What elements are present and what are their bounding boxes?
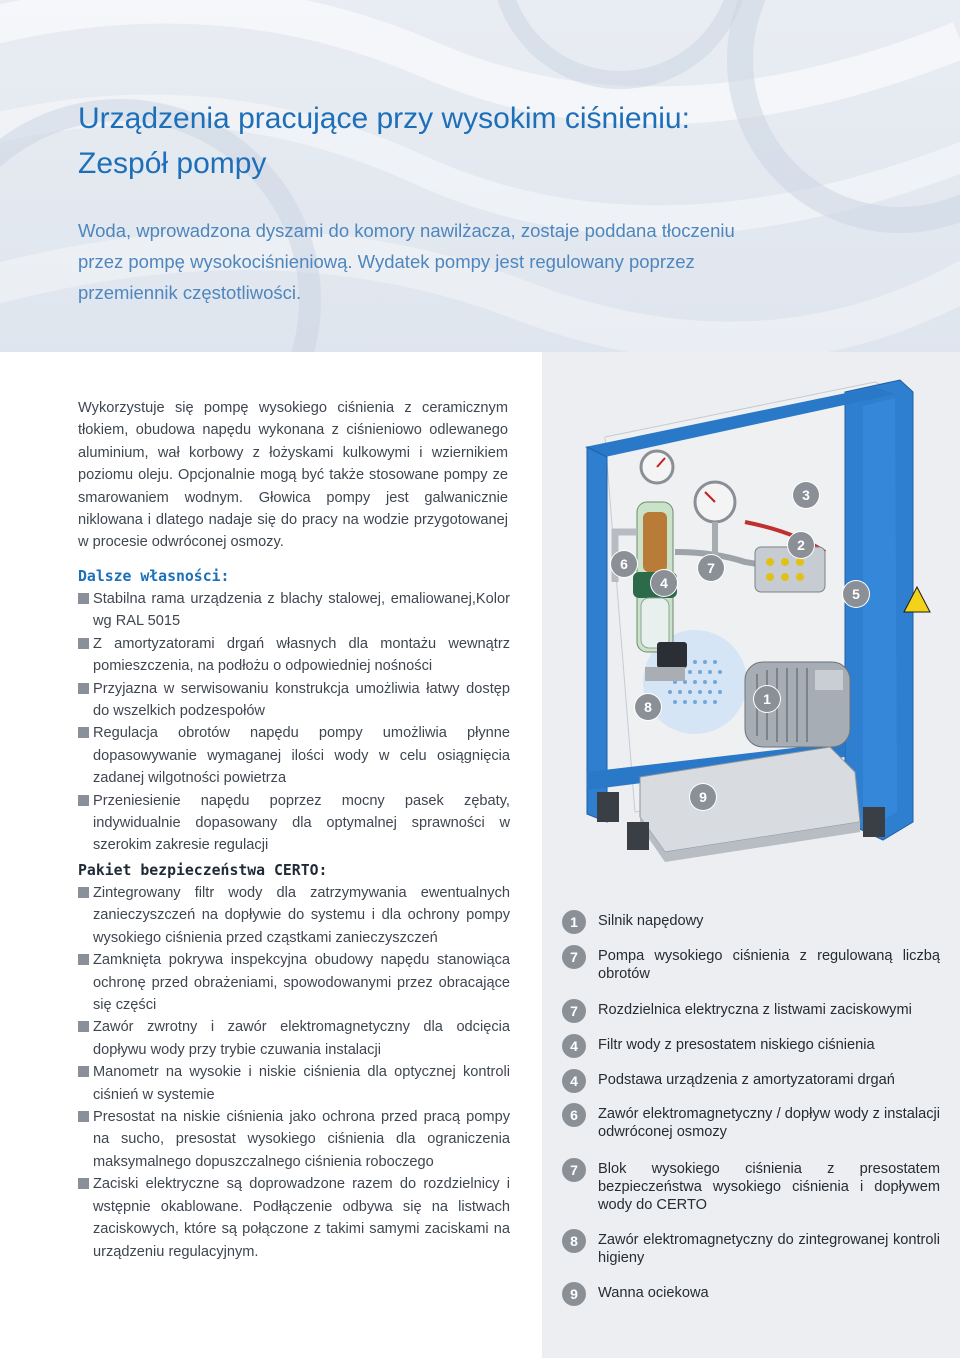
legend-text: Silnik napędowy xyxy=(598,913,704,929)
legend-text: Filtr wody z presostatem niskiego ciśnienia xyxy=(598,1037,875,1053)
callout-badge: 6 xyxy=(611,551,637,577)
list-item: Zintegrowany filtr wody dla zatrzymywania ewentualnych zanieczyszczeń na dopływie do systemu i dla ochrony pompy wysokiego ciśnienia przed cząstkami zanieczyszczeń xyxy=(78,882,510,949)
legend-text: Wanna ociekowa xyxy=(598,1285,709,1301)
legend-number-badge: 4 xyxy=(562,1069,586,1093)
list-item: Przyjazna w serwisowaniu konstrukcja umożliwia łatwy dostęp do wszelkich podzespołów xyxy=(78,678,510,723)
title-line-2: Zespół pompy xyxy=(78,147,267,180)
bullet-square-icon xyxy=(78,1066,89,1077)
list-item: Regulacja obrotów napędu pompy umożliwia płynne dopasowywanie wymaganej ilości wody w celu osiągnięcia zadanej wilgotności powietrza xyxy=(78,722,510,789)
pump-unit-photo xyxy=(545,352,960,882)
callout-badge: 1 xyxy=(754,686,780,712)
legend-text: Pompa wysokiego ciśnienia z regulowaną liczbą obrotów xyxy=(598,948,940,982)
bullet-square-icon xyxy=(78,954,89,965)
bullet-square-icon xyxy=(78,795,89,806)
bullet-square-icon xyxy=(78,727,89,738)
bullet-square-icon xyxy=(78,1178,89,1189)
legend-text: Rozdzielnica elektryczna z listwami zaciskowymi xyxy=(598,1002,912,1018)
page-title xyxy=(78,96,918,186)
legend-number-badge: 6 xyxy=(562,1103,586,1127)
callout-badge: 8 xyxy=(635,694,661,720)
legend-text: Podstawa urządzenia z amortyzatorami drgań xyxy=(598,1072,895,1088)
callout-badge: 4 xyxy=(651,570,677,596)
list-item: Przeniesienie napędu poprzez mocny pasek zębaty, indywidualnie dopasowany dla optymalnej sprawności w szerokim zakresie regulacji xyxy=(78,790,510,857)
callout-badge: 2 xyxy=(788,532,814,558)
legend-number-badge: 4 xyxy=(562,1034,586,1058)
list-item: Manometr na wysokie i niskie ciśnienia dla optycznej kontroli ciśnień w systemie xyxy=(78,1061,510,1106)
safety-heading: Pakiet bezpieczeństwa CERTO: xyxy=(78,862,328,879)
title-line-1: Urządzenia pracujące przy wysokim ciśnieniu: xyxy=(78,102,690,135)
legend-number-badge: 7 xyxy=(562,945,586,969)
callout-badge: 5 xyxy=(843,581,869,607)
legend-number-badge: 7 xyxy=(562,999,586,1023)
intro-text: Woda, wprowadzona dyszami do komory nawilżacza, zostaje poddana tłoczeniu przez pompę wysokociśnieniową. Wydatek pompy jest regulowany poprzez przemiennik częstotliwości. xyxy=(78,220,735,303)
list-item: Z amortyzatorami drgań własnych dla montażu wewnątrz pomieszczenia, na podłożu o odpowiedniej nośności xyxy=(78,633,510,678)
legend-text: Blok wysokiego ciśnienia z presostatem bezpieczeństwa wysokiego ciśnienia i dopływem wody do CERTO xyxy=(598,1161,940,1213)
bullet-square-icon xyxy=(78,1021,89,1032)
legend-number-badge: 9 xyxy=(562,1282,586,1306)
bullet-square-icon xyxy=(78,638,89,649)
bullet-square-icon xyxy=(78,1111,89,1122)
features-heading: Dalsze własności: xyxy=(78,568,230,585)
list-item: Presostat na niskie ciśnienia jako ochrona przed pracą pompy na sucho, presostat wysokiego ciśnienia dla ograniczenia maksymalnego dopuszczalnego ciśnienia roboczego xyxy=(78,1106,510,1173)
list-item: Zawór zwrotny i zawór elektromagnetyczny dla odcięcia dopływu wody przy trybie czuwania instalacji xyxy=(78,1016,510,1061)
list-item: Zamknięta pokrywa inspekcyjna obudowy napędu stanowiąca ochronę przed obrażeniami, spowodowanymi przez obracające się części xyxy=(78,949,510,1016)
features-list xyxy=(78,588,510,857)
bullet-square-icon xyxy=(78,593,89,604)
callout-badge: 3 xyxy=(793,482,819,508)
legend-number-badge: 1 xyxy=(562,910,586,934)
description-paragraph: Wykorzystuje się pompę wysokiego ciśnienia z ceramicznym tłokiem, obudowa napędu wykonana z ciśnieniowo odlewanego aluminium, wał korbowy z łożyskami kulkowymi i wziernikiem poziomu oleju. Opcjonalnie mogą być także stosowane pompy ze smarowaniem wodnym. Głowica pompy jest galwanicznie niklowana i dlatego nadaje się do pracy na wodzie przygotowanej w procesie odwróconej osmozy. xyxy=(78,400,508,551)
callout-badge: 9 xyxy=(690,784,716,810)
bullet-square-icon xyxy=(78,887,89,898)
legend-number-badge: 7 xyxy=(562,1158,586,1182)
pump-unit-illustration xyxy=(545,352,960,882)
legend-number-badge: 8 xyxy=(562,1229,586,1253)
list-item: Stabilna rama urządzenia z blachy stalowej, emaliowanej,Kolor wg RAL 5015 xyxy=(78,588,510,633)
callout-badge: 7 xyxy=(698,555,724,581)
safety-list xyxy=(78,882,510,1263)
bullet-square-icon xyxy=(78,683,89,694)
legend-text: Zawór elektromagnetyczny / dopływ wody z instalacji odwróconej osmozy xyxy=(598,1106,940,1140)
legend-text: Zawór elektromagnetyczny do zintegrowanej kontroli higieny xyxy=(598,1232,940,1266)
list-item: Zaciski elektryczne są doprowadzone razem do rozdzielnicy i wstępnie okablowane. Podłączenie odbywa się na listwach zaciskowych, które są połączone z takimi samymi zaciskami na urządzeniu regulacyjnym. xyxy=(78,1173,510,1263)
